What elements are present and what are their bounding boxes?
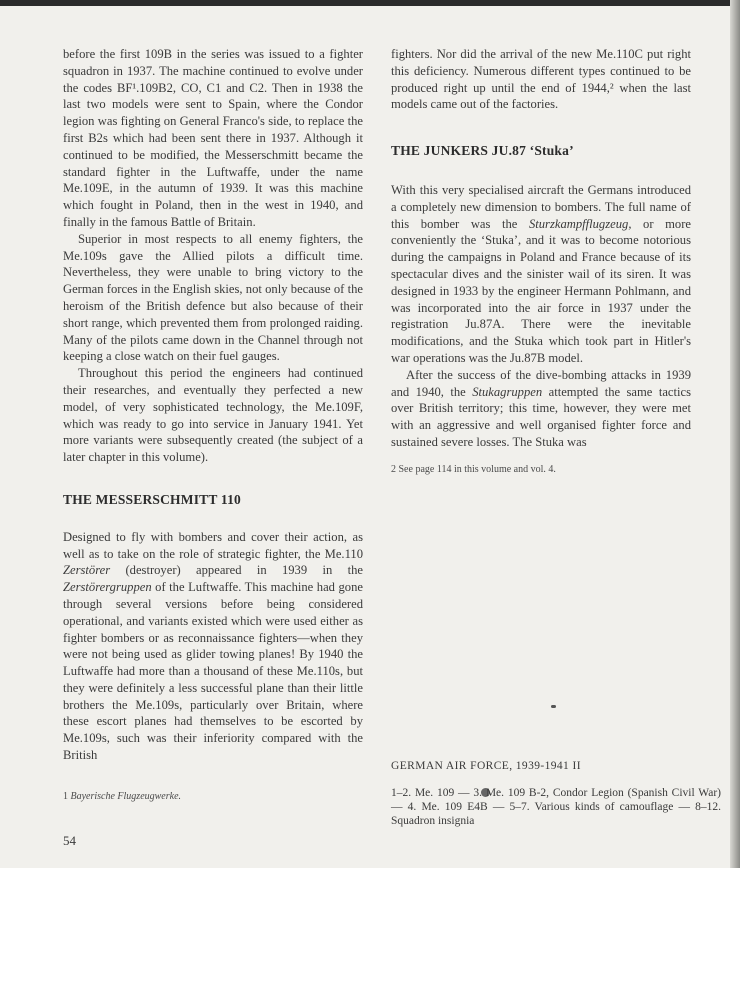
left-footnote: 1 Bayerische Flugzeugwerke. <box>63 790 182 802</box>
caption-title: GERMAN AIR FORCE, 1939-1941 II <box>391 760 581 772</box>
right-column <box>391 46 691 476</box>
right-paragraph-2: With this very specialised aircraft the Germans introduced a completely new dimension to bombers. The full name of this bomber was the Sturzkampfflugzeug, or more conveniently the ‘Stuka’, and it was to become notorious during the campaigns in Poland and France because of its spectacular dives and the sinister wail of its siren. It was designed in 1933 by the engineer Hermann Pohlmann, and was incorporated into the air force in 1937 under the registration Ju.87A. There were the inevitable modifications, and the Stuka which took part in Hitler's war operations was the Ju.87B model. <box>391 182 691 365</box>
page-number: 54 <box>63 833 76 848</box>
speck-mark <box>551 705 556 708</box>
top-edge <box>0 0 740 6</box>
right-footnote: 2 See page 114 in this volume and vol. 4. <box>391 463 556 475</box>
left-paragraph-4: Designed to fly with bombers and cover their action, as well as to take on the role of strategic fighter, the Me.110 Zerstörer (destroyer) appeared in 1939 in the Zerstörergruppen of the Luftwaffe. This machine had gone through several versions before being considered operational, and variants existed which were used either as fighter bombers or as reconnaissance fighters—when they were not being used as glider towing planes! By 1940 the Luftwaffe had more than a thousand of these Me.110s, but they were definitely a less successful plane than their little brothers the Me.109s, particularly over Britain, where these escort planes had themselves to be escorted by Me.109s, such was their inferiority compared with the British <box>63 529 363 763</box>
left-paragraph-2: Superior in most respects to all enemy fighters, the Me.109s gave the Allied pilots a difficult time. Nevertheless, they were unable to bring victory to the German forces in the English skies, not only because of the heroism of the British defence but also because of their short range, which prevented them from prolonged raiding. Many of the pilots came down in the Channel through not keeping a close watch on their fuel gauges. <box>63 231 363 364</box>
left-paragraph-3: Throughout this period the engineers had continued their researches, and eventually they perfected a new model, of very sophisticated technology, the Me.109F, which was ready to go into service in January 1941. Yet more variants were subsequently created (the subject of a later chapter in this volume). <box>63 366 363 465</box>
page-spine-shadow <box>730 0 740 868</box>
left-column <box>63 46 363 803</box>
right-paragraph-3: After the success of the dive-bombing attacks in 1939 and 1940, the Stukagruppen attempted the same tactics over British territory; this time, however, they were met with an aggressive and well organised fighter force and sustained severe losses. The Stuka was <box>391 367 691 449</box>
right-paragraph-1: fighters. Nor did the arrival of the new Me.110C put right this deficiency. Numerous different types continued to be produced right up until the end of 1944,² when the last models came out of the factories. <box>391 47 691 112</box>
caption-text: 1–2. Me. 109 — 3. Me. 109 B-2, Condor Legion (Spanish Civil War) — 4. Me. 109 E4B — 5–7. Various kinds of camouflage — 8–12. Squadron insignia <box>391 787 721 827</box>
left-paragraph-1: before the first 109B in the series was issued to a fighter squadron in 1937. The machine continued to evolve under the codes BF¹.109B2, CO, C1 and C2. Then in 1938 the last two models were sent to Spain, where the Condor legion was fighting on General Franco's side, to replace the first B2s which had been sent there in 1937. Although it continued to be modified, the Messerschmitt became the standard fighter in the Luftwaffe, under the name Me.109E, in the autumn of 1939. It was this machine which fought in Poland, then in the west in 1940, and finally in the famous Battle of Britain. <box>63 47 363 229</box>
section-heading-ju87: THE JUNKERS JU.87 ‘Stuka’ <box>391 143 574 159</box>
section-heading-me110: THE MESSERSCHMITT 110 <box>63 491 241 507</box>
